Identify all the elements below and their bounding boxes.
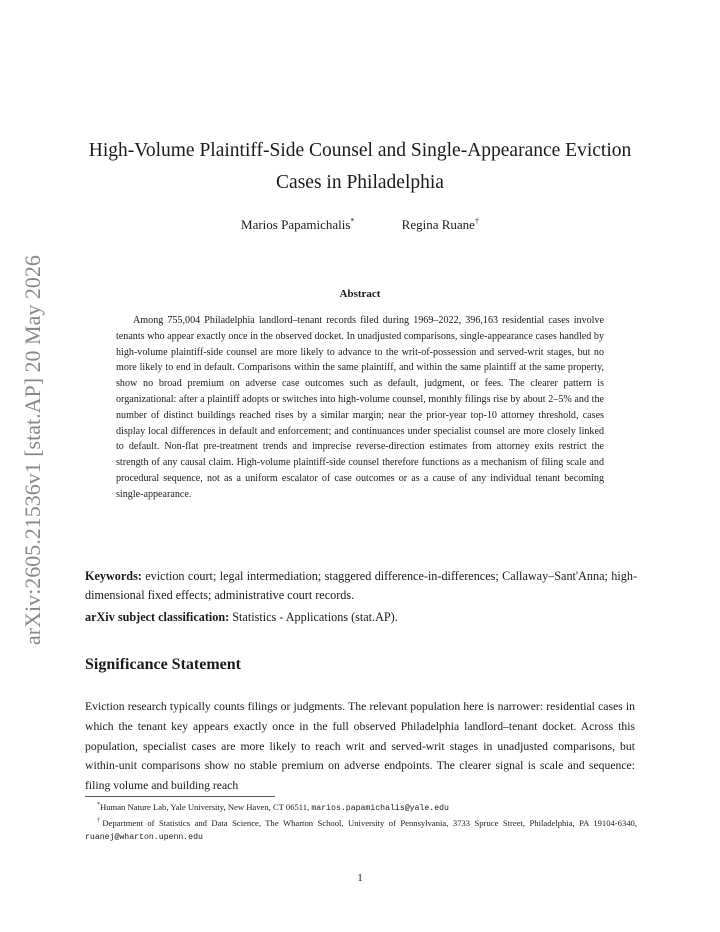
footnote-email[interactable]: marios.papamichalis@yale.edu	[311, 803, 449, 813]
paper-title	[80, 135, 640, 199]
author-mark: *	[350, 217, 355, 226]
footnote-mark: †	[97, 818, 103, 825]
subject-text: Statistics - Applications (stat.AP).	[232, 610, 398, 624]
author-list	[80, 217, 640, 233]
author-2	[402, 217, 479, 232]
section-heading: Significance Statement	[85, 656, 241, 673]
footnote-1	[85, 799, 637, 815]
author-1	[241, 217, 354, 232]
keywords-text: eviction court; legal intermediation; staggered difference-in-differences; Callaway–Sant'Anna; high-dimensional fixed effects; administrative court records.	[85, 569, 638, 602]
abstract-heading: Abstract	[339, 288, 381, 300]
footnotes	[85, 799, 637, 845]
footnote-rule	[85, 796, 275, 797]
author-name: Regina Ruane	[401, 217, 475, 233]
subject-label: arXiv subject classification:	[85, 610, 230, 624]
footnote-text: Human Nature Lab, Yale University, New Haven, CT 06511,	[100, 801, 312, 812]
keywords-label: Keywords:	[85, 569, 142, 583]
significance-body: Eviction research typically counts filings or judgments. The relevant population here is narrower: residential cases in which the tenant key appears exactly once in the full observed Philadelphia landlord–tenant docket. Across this population, specialist cases are more likely to reach writ and served-writ stages in unadjusted comparisons, but within-unit comparisons show no stable premium on adverse endpoints. The clearer signal is scale and sequence: filing volume and building reach	[85, 700, 635, 793]
footnote-email[interactable]: ruanej@wharton.upenn.edu	[85, 832, 203, 842]
footnote-text: Department of Statistics and Data Science, The Wharton School, University of Pennsylvania, 3733 Spruce Street, Philadelphia, PA 19104-6340,	[102, 818, 637, 829]
page-number: 1	[357, 872, 363, 884]
subject-classification	[85, 610, 637, 625]
footnote-mark: *	[97, 802, 100, 808]
title-line-1: High-Volume Plaintiff-Side Counsel and Single-Appearance Eviction	[88, 140, 632, 161]
author-mark: †	[474, 217, 479, 226]
arxiv-identifier: arXiv:2605.21536v1 [stat.AP] 20 May 2026	[20, 255, 45, 645]
abstract-body: Among 755,004 Philadelphia landlord–tenant records filed during 1969–2022, 396,163 residential cases involve tenants who appear exactly once in the observed docket. In unadjusted comparisons, single-appearance cases handled by high-volume plaintiff-side counsel are more likely to advance to the writ-of-possession and served-writ stages, but no more likely to end in default. Comparisons within the same plaintiff, and within the same plaintiff at the same property, show no broad premium on adverse case outcomes such as default, judgment, or fees. The clearer pattern is organizational: after a plaintiff adopts or switches into high-volume counsel, monthly filings rise by about 2–5% and the number of distinct buildings reached rises by a similar margin; near the prior-year top-10 attorney threshold, cases display local differences in default and enforcement; and continuances under specialist counsel are more closely linked to default. Non-flat pre-treatment trends and imprecise reverse-direction estimates from attorney exits restrict the strength of any causal claim. High-volume plaintiff-side counsel therefore functions as a mechanism of filing scale and procedural sequence, not as a uniform escalator of case outcomes or as a cause of any individual tenant becoming single-appearance.	[116, 315, 604, 500]
author-name: Marios Papamichalis	[241, 217, 351, 233]
keywords	[85, 567, 637, 605]
footnote-2	[85, 815, 637, 844]
title-line-2: Cases in Philadelphia	[276, 172, 444, 193]
